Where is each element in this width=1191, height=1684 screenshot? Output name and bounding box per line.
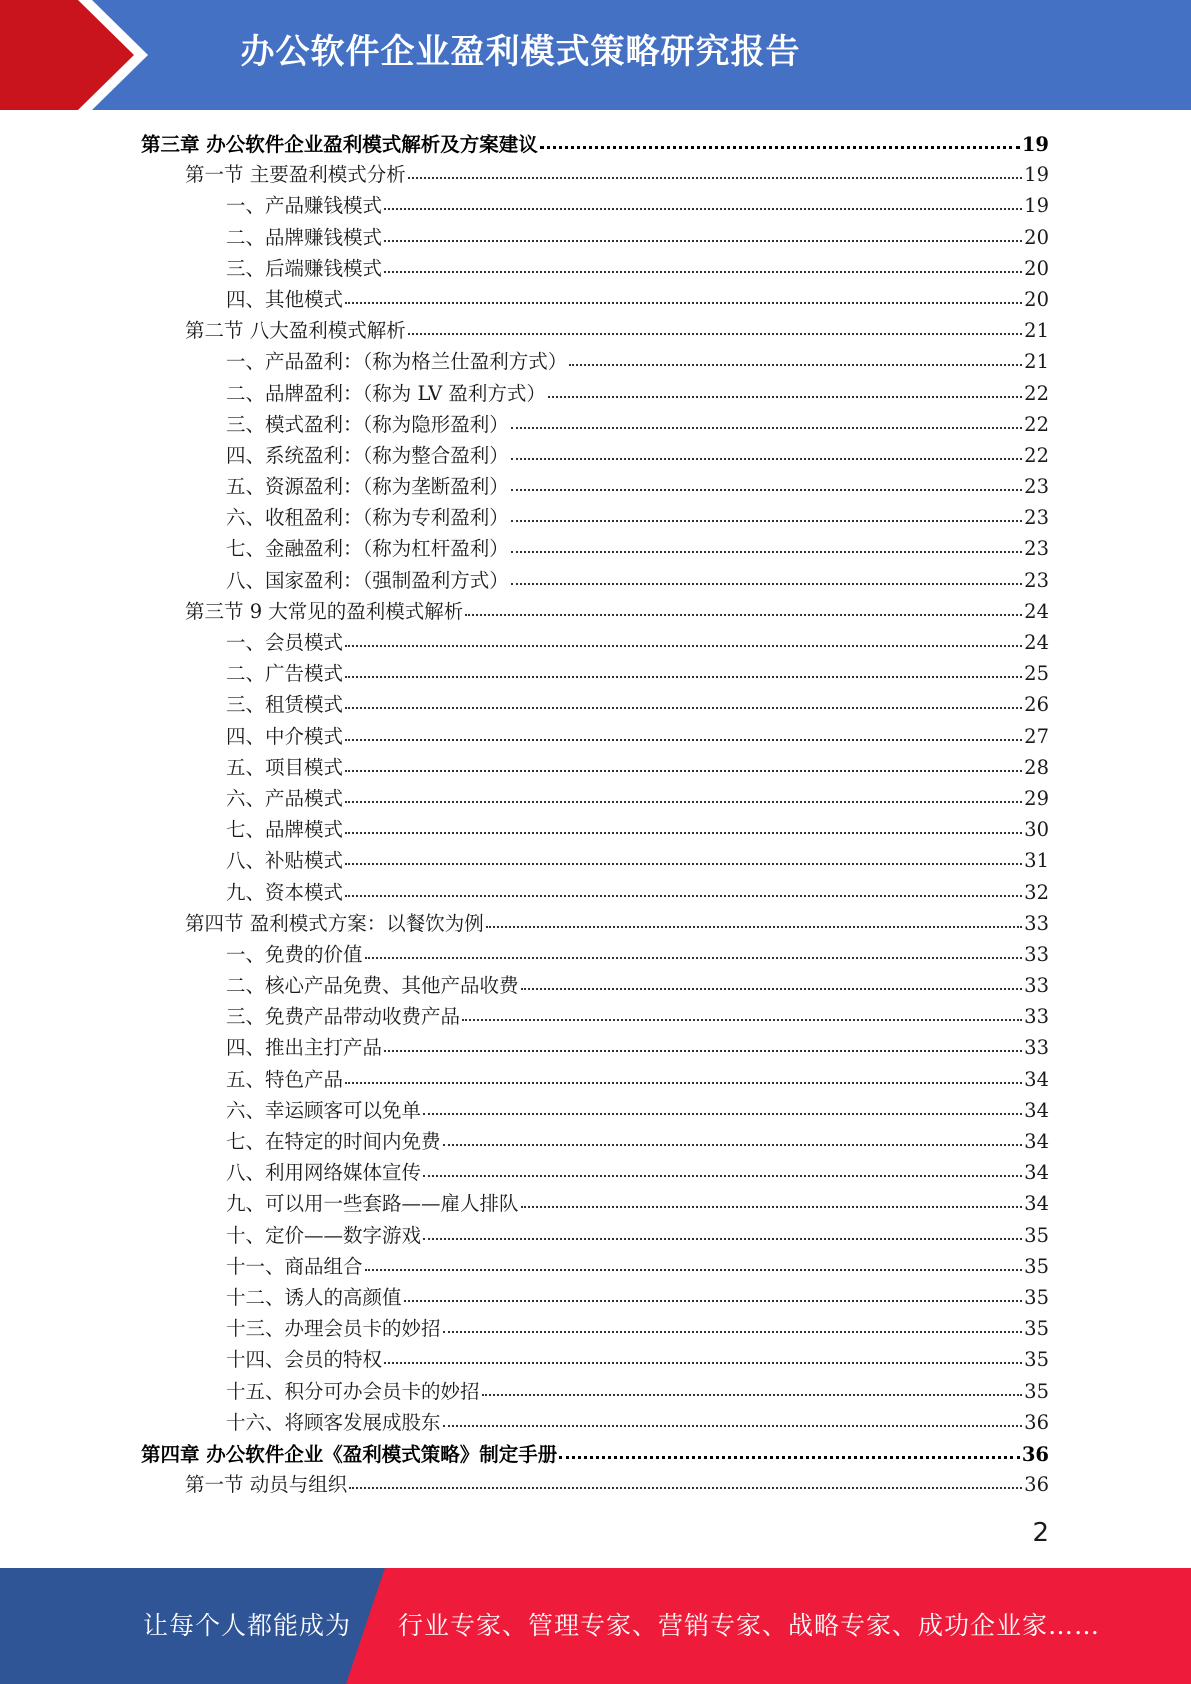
toc-entry-title: 四、中介模式 [226,724,344,748]
toc-entry-page: 34 [1024,1098,1049,1122]
toc-subsection-entry[interactable] [141,1001,1049,1032]
toc-entry-page: 36 [1024,1473,1049,1497]
toc-subsection-entry[interactable] [141,1032,1049,1063]
toc-entry-title: 十二、诱人的高颜值 [226,1285,402,1309]
toc-subsection-entry[interactable] [141,939,1049,970]
toc-subsection-entry[interactable] [141,1064,1049,1095]
toc-dot-leader [404,1280,1023,1302]
toc-dot-leader [465,594,1022,616]
toc-subsection-entry[interactable] [141,565,1049,596]
toc-subsection-entry[interactable] [141,502,1049,533]
toc-entry-title: 六、幸运顾客可以免单 [226,1098,422,1122]
toc-dot-leader [345,843,1022,865]
toc-dot-leader [384,220,1022,242]
toc-subsection-entry[interactable] [141,1251,1049,1282]
toc-dot-leader [345,625,1022,647]
toc-subsection-entry[interactable] [141,1095,1049,1126]
toc-dot-leader [511,407,1022,429]
toc-entry-title: 二、核心产品免费、其他产品收费 [226,974,519,998]
toc-entry-title: 第三章 办公软件企业盈利模式解析及方案建议 [141,133,538,156]
toc-entry-page: 22 [1024,443,1049,467]
toc-section-entry[interactable] [141,908,1049,939]
toc-entry-title: 三、租赁模式 [226,693,344,717]
toc-dot-leader [511,438,1022,460]
toc-subsection-entry[interactable] [141,627,1049,658]
toc-subsection-entry[interactable] [141,253,1049,284]
toc-dot-leader [443,1124,1023,1146]
toc-entry-page: 35 [1024,1379,1049,1403]
toc-entry-page: 28 [1024,755,1049,779]
toc-entry-title: 一、产品盈利：（称为格兰仕盈利方式） [226,350,568,374]
toc-entry-page: 23 [1024,568,1049,592]
toc-dot-leader [345,750,1022,772]
toc-entry-page: 34 [1024,1067,1049,1091]
toc-entry-page: 24 [1024,631,1049,654]
toc-subsection-entry[interactable] [141,814,1049,845]
toc-entry-page: 35 [1024,1254,1049,1278]
toc-entry-page: 26 [1024,693,1049,717]
toc-entry-page: 33 [1024,942,1049,966]
toc-subsection-entry[interactable] [141,1126,1049,1157]
toc-entry-page: 35 [1024,1348,1049,1372]
toc-subsection-entry[interactable] [141,378,1049,409]
toc-entry-title: 七、品牌模式 [226,818,344,842]
toc-dot-leader [345,282,1022,304]
toc-subsection-entry[interactable] [141,190,1049,221]
toc-dot-leader [384,1030,1022,1052]
toc-entry-title: 十、定价——数字游戏 [226,1223,422,1247]
page-number: 2 [1032,1518,1049,1548]
toc-section-entry[interactable] [141,1469,1049,1500]
toc-dot-leader [511,469,1022,491]
toc-entry-page: 25 [1024,662,1049,686]
page-title: 办公软件企业盈利模式策略研究报告 [240,32,801,72]
page-footer [0,1568,1191,1684]
toc-entry-title: 四、其他模式 [226,287,344,311]
toc-entry-page: 34 [1024,1130,1049,1153]
toc-entry-title: 十一、商品组合 [226,1254,363,1278]
toc-subsection-entry[interactable] [141,1157,1049,1188]
toc-dot-leader [345,719,1022,741]
toc-subsection-entry[interactable] [141,1220,1049,1251]
toc-entry-title: 十五、积分可办会员卡的妙招 [226,1379,480,1403]
toc-entry-page: 29 [1024,786,1049,810]
toc-entry-title: 七、在特定的时间内免费 [226,1130,441,1153]
toc-dot-leader [511,563,1022,585]
toc-section-entry[interactable] [141,159,1049,190]
toc-dot-leader [345,687,1022,709]
toc-subsection-entry[interactable] [141,409,1049,440]
toc-subsection-entry[interactable] [141,222,1049,253]
toc-entry-page: 35 [1024,1223,1049,1247]
toc-entry-page: 23 [1024,506,1049,530]
toc-entry-title: 二、品牌盈利：（称为 LV 盈利方式） [226,381,546,405]
toc-subsection-entry[interactable] [141,658,1049,689]
toc-entry-page: 22 [1024,412,1049,436]
toc-dot-leader [569,344,1022,366]
toc-subsection-entry[interactable] [141,877,1049,908]
toc-subsection-entry[interactable] [141,845,1049,876]
toc-dot-leader [384,1342,1022,1364]
toc-entry-page: 35 [1024,1317,1049,1341]
toc-entry-page: 33 [1024,1036,1049,1060]
toc-entry-page: 23 [1024,537,1049,561]
toc-entry-title: 六、产品模式 [226,786,344,810]
toc-subsection-entry[interactable] [141,284,1049,315]
toc-entry-page: 27 [1024,724,1049,748]
toc-entry-title: 第四节 盈利模式方案：以餐饮为例 [185,911,484,935]
toc-dot-leader [345,812,1022,834]
toc-dot-leader [443,1405,1023,1427]
toc-dot-leader [345,875,1022,897]
toc-dot-leader [521,968,1023,990]
toc-entry-title: 一、产品赚钱模式 [226,194,383,218]
toc-entry-title: 八、补贴模式 [226,849,344,873]
toc-entry-page: 34 [1024,1161,1049,1185]
toc-entry-title: 八、国家盈利：（强制盈利方式） [226,568,509,592]
toc-entry-title: 五、项目模式 [226,755,344,779]
toc-entry-page: 19 [1024,163,1049,187]
toc-entry-page: 21 [1024,319,1049,343]
toc-entry-title: 第一节 主要盈利模式分析 [185,163,406,187]
toc-entry-title: 七、金融盈利：（称为杠杆盈利） [226,537,509,561]
footer-expert-list: 行业专家、管理专家、营销专家、战略专家、成功企业家…… [398,1611,1101,1640]
toc-entry-title: 五、特色产品 [226,1067,344,1091]
toc-dot-leader [349,1467,1022,1489]
toc-entry-page: 20 [1024,225,1049,249]
toc-section-entry[interactable] [141,315,1049,346]
toc-dot-leader [384,188,1022,210]
toc-subsection-entry[interactable] [141,1282,1049,1313]
toc-entry-page: 20 [1024,256,1049,280]
toc-entry-title: 第二节 八大盈利模式解析 [185,319,406,343]
toc-entry-page: 20 [1024,287,1049,311]
toc-entry-page: 34 [1024,1192,1049,1216]
toc-dot-leader [365,1249,1023,1271]
toc-entry-page: 36 [1021,1442,1049,1466]
toc-dot-leader [548,376,1022,398]
toc-dot-leader [462,999,1022,1021]
toc-chapter-entry[interactable] [141,128,1049,159]
toc-dot-leader [423,1218,1022,1240]
toc-dot-leader [384,251,1022,273]
toc-entry-title: 五、资源盈利：（称为垄断盈利） [226,475,509,499]
toc-entry-title: 六、收租盈利：（称为专利盈利） [226,506,509,530]
toc-entry-page: 31 [1024,849,1049,873]
toc-subsection-entry[interactable] [141,752,1049,783]
toc-entry-page: 33 [1024,1005,1049,1029]
toc-entry-page: 35 [1024,1285,1049,1309]
toc-entry-page: 23 [1024,475,1049,499]
toc-entry-title: 十四、会员的特权 [226,1348,383,1372]
toc-dot-leader [408,157,1022,179]
toc-entry-page: 19 [1021,133,1049,156]
toc-entry-page: 22 [1024,381,1049,405]
toc-entry-title: 四、系统盈利：（称为整合盈利） [226,443,509,467]
toc-entry-title: 三、免费产品带动收费产品 [226,1005,461,1029]
toc-subsection-entry[interactable] [141,1344,1049,1375]
toc-entry-page: 24 [1024,599,1049,623]
toc-entry-title: 第三节 9 大常见的盈利模式解析 [185,599,464,623]
toc-entry-page: 33 [1024,911,1049,935]
toc-entry-page: 30 [1024,818,1049,842]
toc-subsection-entry[interactable] [141,1188,1049,1219]
toc-entry-title: 第一节 动员与组织 [185,1473,348,1497]
toc-subsection-entry[interactable] [141,1313,1049,1344]
toc-dot-leader [540,126,1020,149]
toc-subsection-entry[interactable] [141,440,1049,471]
toc-dot-leader [408,313,1022,335]
toc-section-entry[interactable] [141,596,1049,627]
toc-dot-leader [345,656,1022,678]
toc-dot-leader [482,1374,1023,1396]
toc-chapter-entry[interactable] [141,1438,1049,1469]
toc-subsection-entry[interactable] [141,783,1049,814]
toc-entry-title: 九、可以用一些套路——雇人排队 [226,1192,519,1216]
footer-slogan: 让每个人都能成为 [143,1611,352,1640]
toc-dot-leader [511,531,1022,553]
toc-subsection-entry[interactable] [141,346,1049,377]
toc-entry-page: 33 [1024,974,1049,998]
toc-subsection-entry[interactable] [141,1376,1049,1407]
toc-entry-title: 三、后端赚钱模式 [226,256,383,280]
toc-subsection-entry[interactable] [141,970,1049,1001]
toc-dot-leader [511,500,1022,522]
toc-dot-leader [521,1186,1023,1208]
toc-entry-title: 四、推出主打产品 [226,1036,383,1060]
toc-entry-title: 三、模式盈利：（称为隐形盈利） [226,412,509,436]
toc-entry-title: 十六、将顾客发展成股东 [226,1410,441,1434]
toc-entry-page: 32 [1024,880,1049,904]
toc-entry-page: 19 [1024,194,1049,218]
toc-subsection-entry[interactable] [141,1407,1049,1438]
toc-subsection-entry[interactable] [141,533,1049,564]
toc-entry-page: 21 [1024,350,1049,374]
toc-entry-title: 九、资本模式 [226,880,344,904]
toc-dot-leader [345,781,1022,803]
toc-entry-page: 36 [1024,1410,1049,1434]
toc-entry-title: 二、品牌赚钱模式 [226,225,383,249]
toc-dot-leader [443,1311,1023,1333]
toc-entry-title: 二、广告模式 [226,662,344,686]
toc-subsection-entry[interactable] [141,471,1049,502]
toc-dot-leader [423,1155,1022,1177]
toc-entry-title: 第四章 办公软件企业《盈利模式策略》制定手册 [141,1442,558,1466]
page-header [0,0,1191,110]
toc-subsection-entry[interactable] [141,689,1049,720]
toc-dot-leader [559,1436,1020,1459]
toc-entry-title: 八、利用网络媒体宣传 [226,1161,422,1185]
toc-dot-leader [486,906,1022,928]
table-of-contents [141,128,1049,1500]
toc-entry-title: 一、免费的价值 [226,942,363,966]
toc-entry-title: 十三、办理会员卡的妙招 [226,1317,441,1341]
toc-entry-title: 一、会员模式 [226,631,344,654]
toc-dot-leader [365,937,1023,959]
toc-dot-leader [345,1062,1022,1084]
toc-subsection-entry[interactable] [141,721,1049,752]
toc-dot-leader [423,1093,1022,1115]
